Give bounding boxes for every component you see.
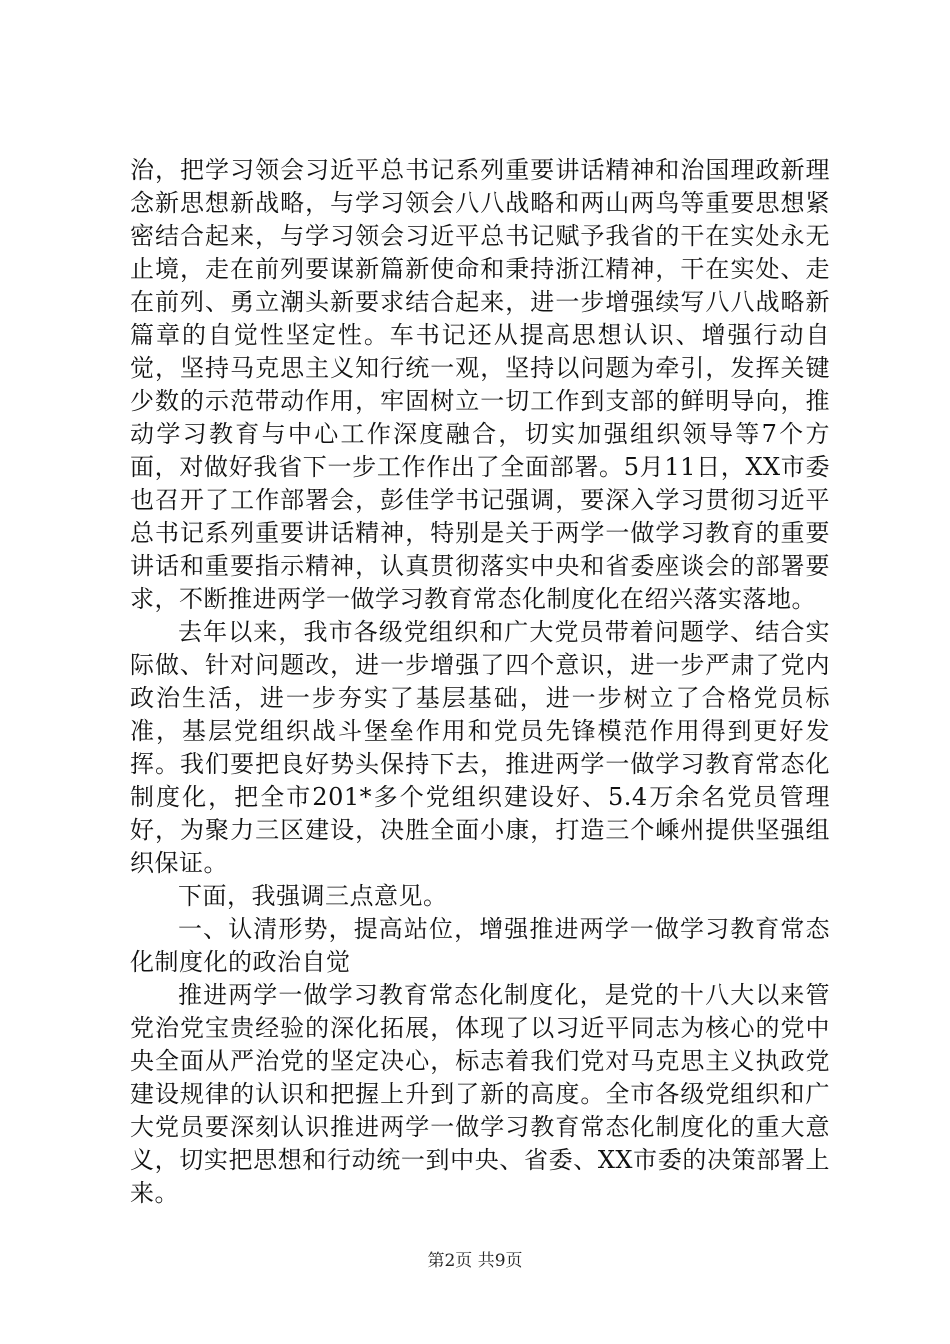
- paragraph-significance: 推进两学一做学习教育常态化制度化，是党的十八大以来管党治党宝贵经验的深化拓展，体现了以习近平同志为核心的党中央全面从严治党的坚定决心，标志着我们党对马克思主义执政党建设规律的认识和把握上升到了新的高度。全市各级党组织和广大党员要深刻认识推进两学一做学习教育常态化制度化的重大意义，切实把思想和行动统一到中央、省委、XX市委的决策部署上来。: [130, 981, 830, 1207]
- page-number: 第2页 共9页: [427, 1251, 523, 1271]
- document-body: [130, 154, 830, 1210]
- section-heading-1: 一、认清形势，提高站位，增强推进两学一做学习教育常态化制度化的政治自觉: [130, 915, 830, 976]
- paragraph-intro: 下面，我强调三点意见。: [178, 882, 448, 910]
- paragraph-progress: 去年以来，我市各级党组织和广大党员带着问题学、结合实际做、针对问题改，进一步增强了四个意识，进一步严肃了党内政治生活，进一步夯实了基层基础，进一步树立了合格党员标准，基层党组织战斗堡垒作用和党员先锋模范作用得到更好发挥。我们要把良好势头保持下去，推进两学一做学习教育常态化制度化，把全市201*多个党组织建设好、5.4万余名党员管理好，为聚力三区建设，决胜全面小康，打造三个嵊州提供坚强组织保证。: [130, 618, 830, 877]
- paragraph-continuation: 治，把学习领会习近平总书记系列重要讲话精神和治国理政新理念新思想新战略，与学习领会八八战略和两山两鸟等重要思想紧密结合起来，与学习领会习近平总书记赋予我省的干在实处永无止境，走在前列要谋新篇新使命和秉持浙江精神，干在实处、走在前列、勇立潮头新要求结合起来，进一步增强续写八八战略新篇章的自觉性坚定性。车书记还从提高思想认识、增强行动自觉，坚持马克思主义知行统一观，坚持以问题为牵引，发挥关键少数的示范带动作用，牢固树立一切工作到支部的鲜明导向，推动学习教育与中心工作深度融合，切实加强组织领导等7个方面，对做好我省下一步工作作出了全面部署。5月11日，XX市委也召开了工作部署会，彭佳学书记强调，要深入学习贯彻习近平总书记系列重要讲话精神，特别是关于两学一做学习教育的重要讲话和重要指示精神，认真贯彻落实中央和省委座谈会的部署要求，不断推进两学一做学习教育常态化制度化在绍兴落实落地。: [130, 156, 830, 613]
